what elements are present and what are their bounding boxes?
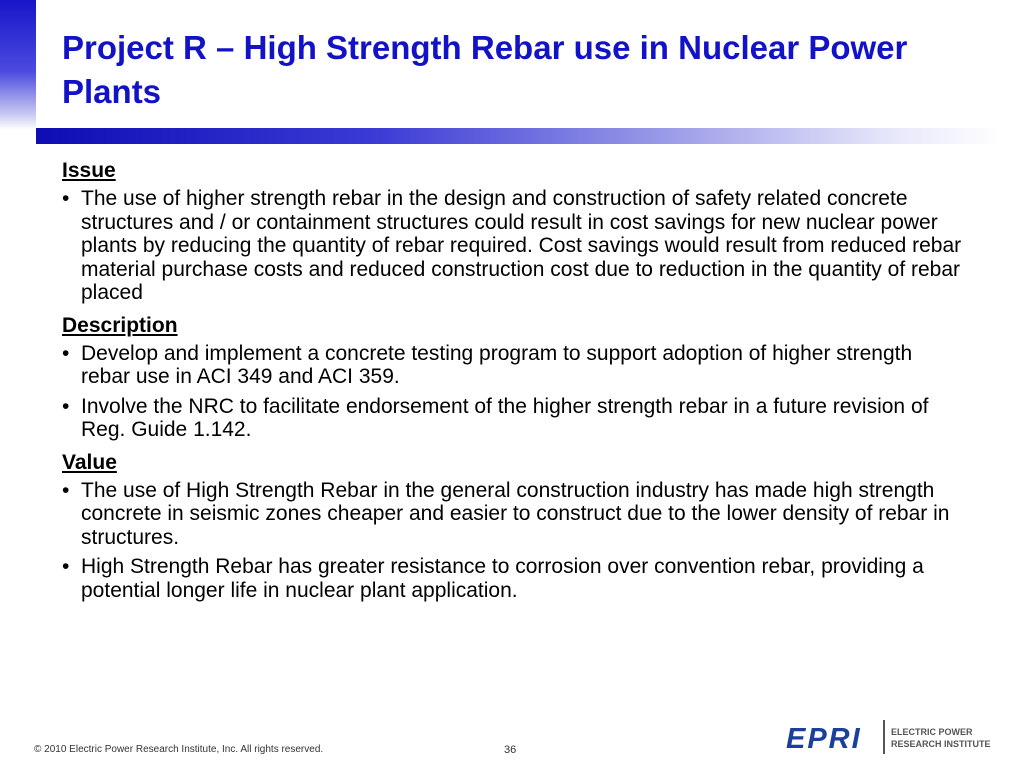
bullet-dot-icon: •: [62, 341, 70, 365]
bullet-item: [62, 395, 962, 442]
bullet-dot-icon: •: [62, 555, 70, 578]
logo-divider: [883, 720, 885, 754]
section-heading-description: Description: [62, 313, 178, 337]
bullet-item: [62, 187, 962, 305]
left-accent-bar: [0, 0, 36, 130]
bullet-text: High Strength Rebar has greater resistance to corrosion over convention rebar, providing a potential longer life in nuclear plant application.: [81, 555, 924, 602]
bullet-text: The use of higher strength rebar in the design and construction of safety related concrete structures and / or containment structures could result in cost savings for new nuclear power plants by reducing the quantity of rebar required. Cost savings would result from reduced rebar material purchase costs and reduced construction cost due to reduction in the quantity of rebar placed: [81, 187, 962, 304]
slide-content: [62, 158, 962, 608]
bullet-dot-icon: •: [62, 478, 70, 502]
section-heading-issue: Issue: [62, 159, 116, 182]
bullet-text: The use of High Strength Rebar in the general construction industry has made high strength concrete in seismic zones cheaper and easier to construct due to the lower density of rebar in structures.: [81, 478, 950, 549]
bullet-text: Develop and implement a concrete testing program to support adoption of higher strength rebar use in ACI 349 and ACI 359.: [81, 341, 913, 388]
bullet-text: Involve the NRC to facilitate endorsement of the higher strength rebar in a future revision of Reg. Guide 1.142.: [81, 394, 929, 441]
bullet-item: [62, 555, 962, 602]
logo-wordmark: EPRI: [786, 723, 862, 755]
logo-line2: RESEARCH INSTITUTE: [891, 739, 991, 749]
logo-line1: ELECTRIC POWER: [891, 727, 973, 737]
epri-logo: [786, 718, 1000, 758]
section-heading-value: Value: [62, 450, 117, 474]
copyright-notice: © 2010 Electric Power Research Institute, Inc. All rights reserved.: [34, 744, 324, 755]
bullet-dot-icon: •: [62, 394, 70, 418]
bullet-item: [62, 342, 962, 389]
slide-title: Project R – High Strength Rebar use in Nuclear Power Plants: [62, 29, 908, 110]
bullet-dot-icon: •: [62, 187, 70, 210]
page-number: 36: [504, 744, 517, 756]
title-underline-bar: [36, 128, 1004, 144]
bullet-item: [62, 479, 962, 550]
